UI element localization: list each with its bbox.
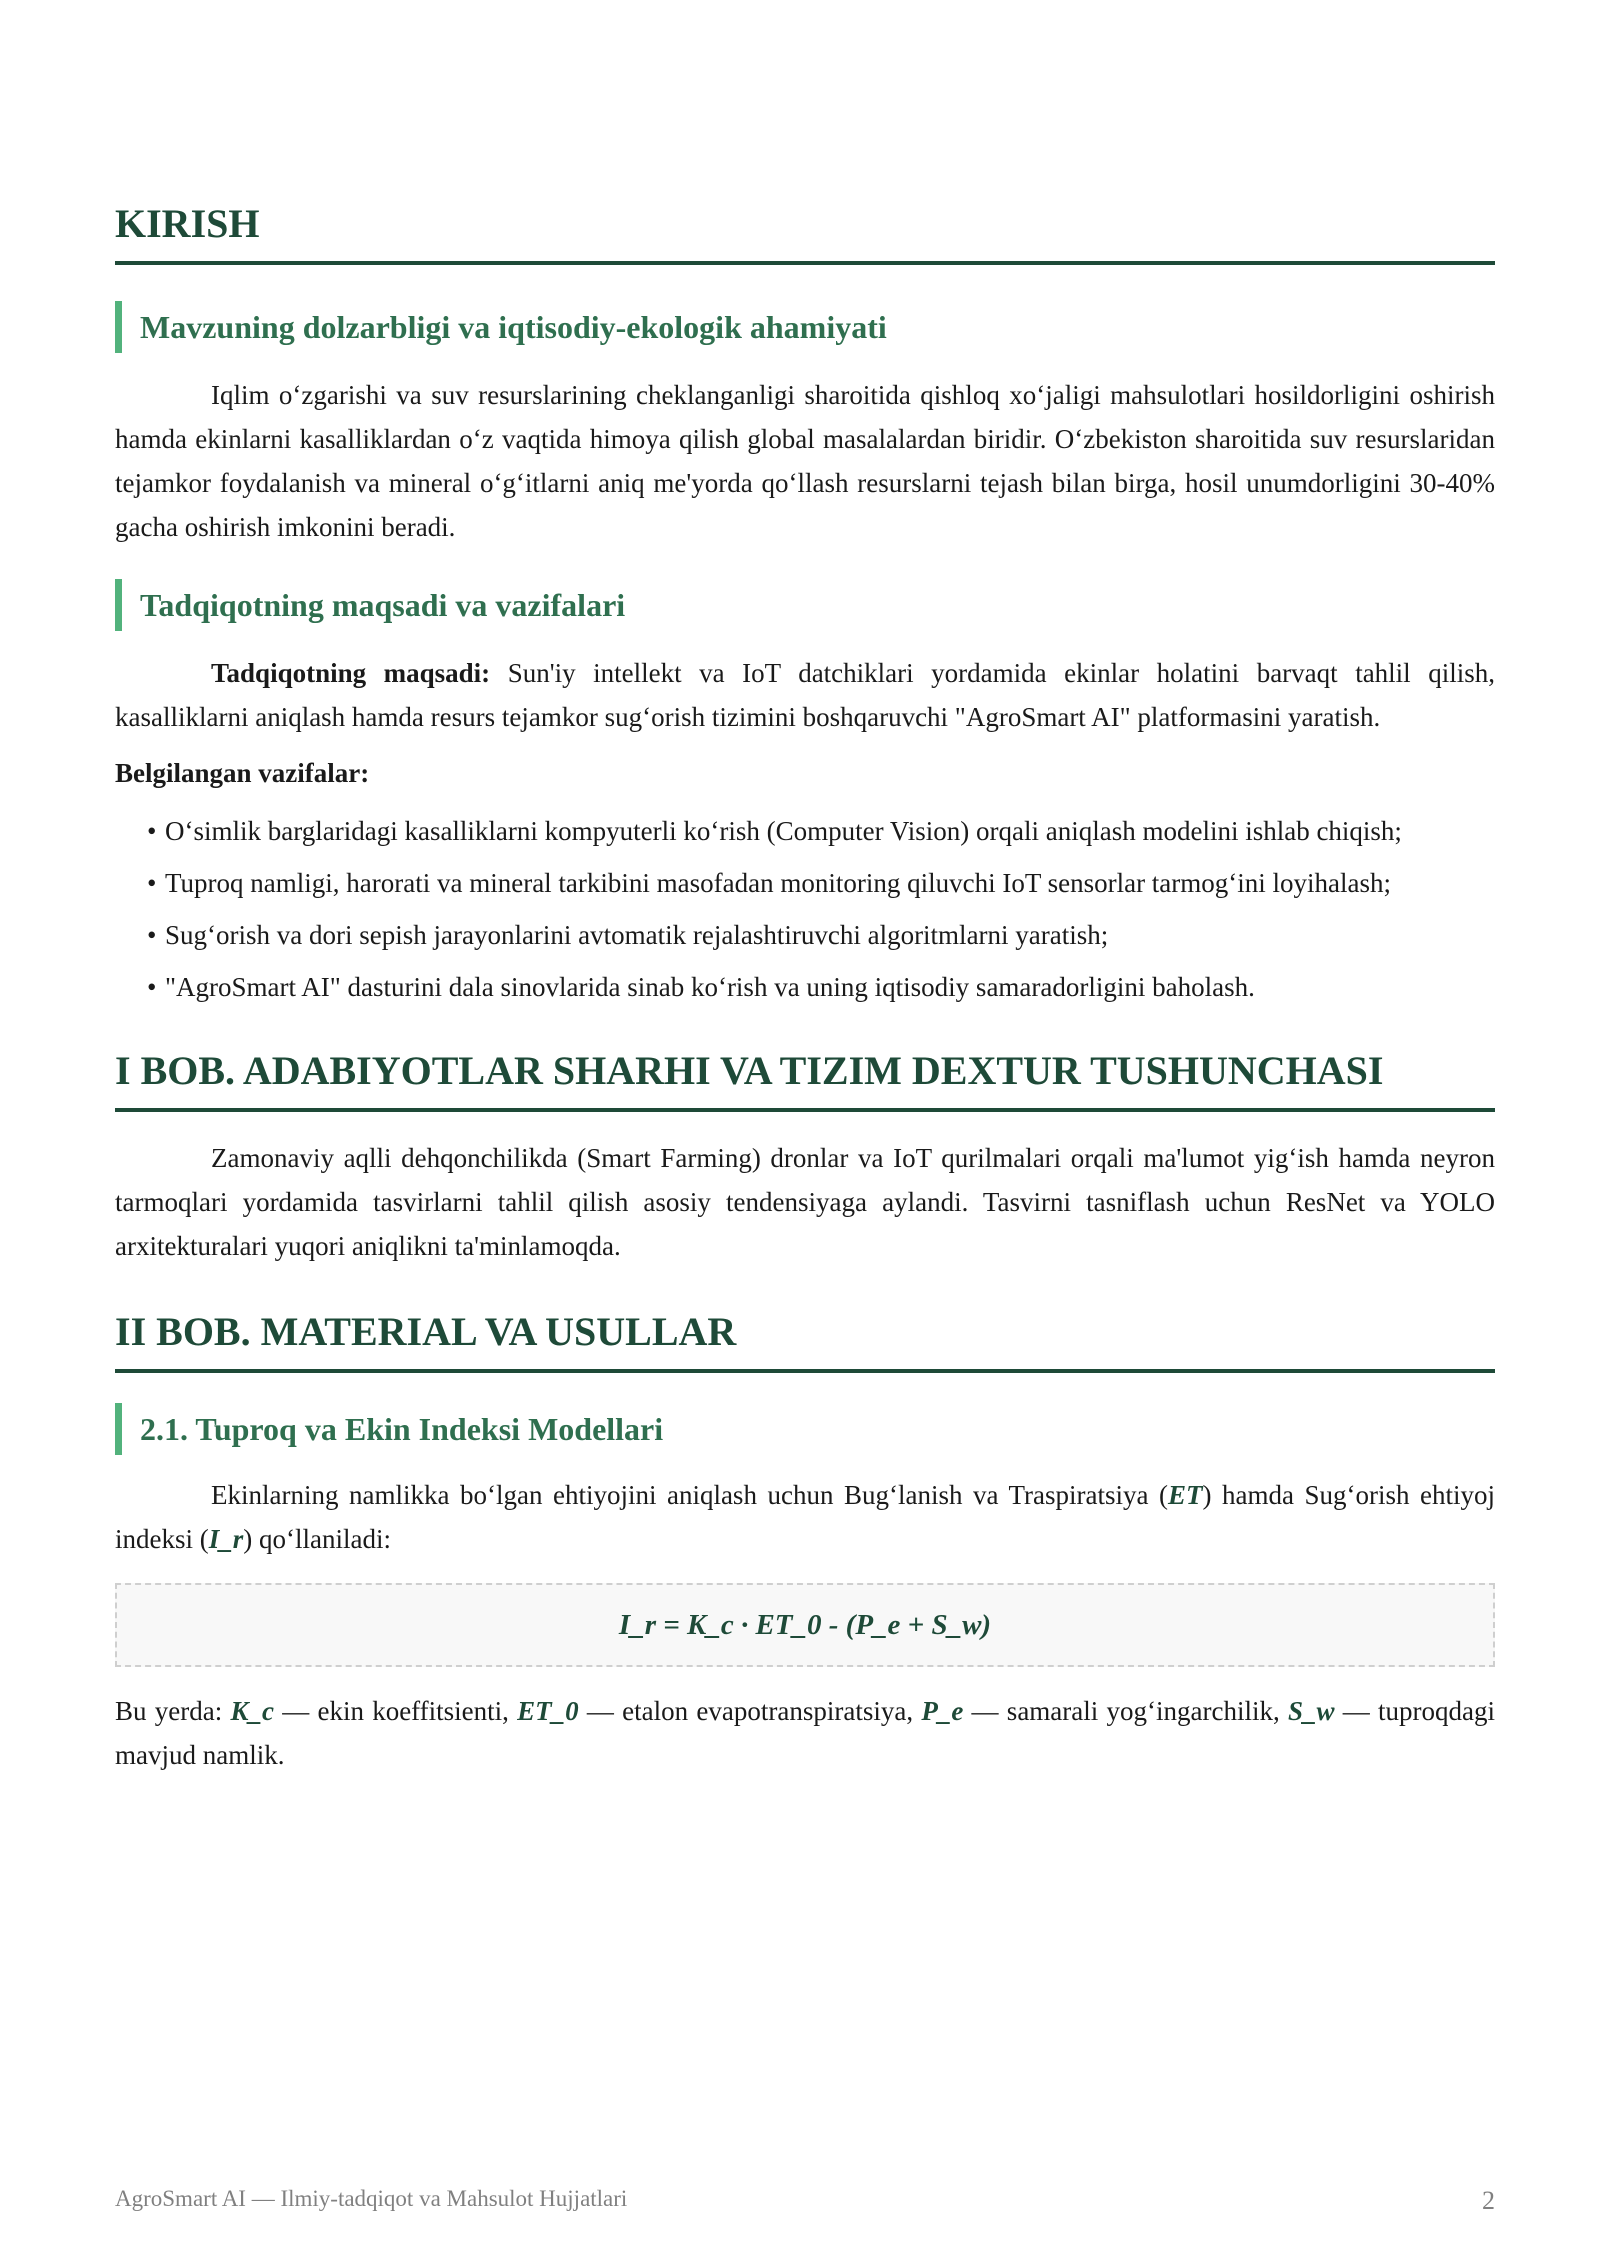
text-run: ) qo‘llaniladi: (243, 1524, 391, 1554)
goal-label: Tadqiqotning maqsadi: (211, 658, 491, 688)
section-title-models: 2.1. Tuproq va Ekin Indeksi Modellari (115, 1403, 1495, 1455)
symbol-pe: P_e (921, 1696, 964, 1726)
tasks-label: Belgilangan vazifalar: (115, 758, 370, 788)
heading-chapter-2: II BOB. MATERIAL VA USULLAR (115, 1308, 1495, 1373)
tasks-list (115, 809, 1495, 1009)
symbol-sw: S_w (1287, 1696, 1335, 1726)
symbol-kc: K_c (230, 1696, 274, 1726)
page-number: 2 (1482, 2186, 1495, 2215)
list-item: • Sug‘orish va dori sepish jarayonlarini avtomatik rejalashtiruvchi algoritmlarni yaratish; (115, 913, 1495, 957)
paragraph-definitions (115, 1689, 1495, 1777)
text-run: — etalon evapotranspiratsiya, (578, 1696, 922, 1726)
list-item: • Tuproq namligi, harorati va mineral tarkibini masofadan monitoring qiluvchi IoT sensorlar tarmog‘ini loyihalash; (115, 861, 1495, 905)
document-page (115, 200, 1495, 1777)
goal-text: Sun'iy intellekt va IoT datchiklari yordamida ekinlar holatini barvaqt tahlil qilish, kasalliklarni aniqlash hamda resurs tejamkor sug‘orish tizimini boshqaruvchi "AgroSmart AI" platformasini yaratish. (115, 658, 1495, 732)
paragraph-chapter-1: Zamonaviy aqlli dehqonchilikda (Smart Farming) dronlar va IoT qurilmalari orqali ma'lumot yig‘ish hamda neyron tarmoqlari yordamida tasvirlarni tahlil qilish asosiy tendensiyaga aylandi. Tasvirni tasniflash uchun ResNet va YOLO arxitekturalari yuqori aniqlikni ta'minlamoqda. (115, 1143, 1495, 1261)
formula: I_r = K_c · ET_0 - (P_e + S_w) (618, 1608, 992, 1641)
text-run: — samarali yog‘ingarchilik, (963, 1696, 1288, 1726)
section-title-goals: Tadqiqotning maqsadi va vazifalari (115, 579, 1495, 631)
text-run: Ekinlarning namlikka bo‘lgan ehtiyojini aniqlash uchun Bug‘lanish va Traspiratsiya ( (211, 1480, 1168, 1510)
symbol-ir: I_r (208, 1524, 244, 1554)
footer-title: AgroSmart AI — Ilmiy-tadqiqot va Mahsulot Hujjatlari (115, 2186, 628, 2211)
text-run: — tuproqdagi mavjud namlik. (115, 1696, 1495, 1770)
symbol-et: ET (1167, 1480, 1203, 1510)
formula-box (115, 1583, 1495, 1667)
list-item: • "AgroSmart AI" dasturini dala sinovlarida sinab ko‘rish va uning iqtisodiy samaradorligini baholash. (115, 965, 1495, 1009)
heading-chapter-1: I BOB. ADABIYOTLAR SHARHI VA TIZIM DEXTUR TUSHUNCHASI (115, 1047, 1495, 1112)
list-item: • O‘simlik barglaridagi kasalliklarni kompyuterli ko‘rish (Computer Vision) orqali aniqlash modelini ishlab chiqish; (115, 809, 1495, 853)
heading-kirish: KIRISH (115, 200, 1495, 265)
text-run: — ekin koeffitsienti, (273, 1696, 518, 1726)
symbol-et0: ET_0 (517, 1696, 579, 1726)
text-run: Bu yerda: (115, 1696, 231, 1726)
section-title-relevance: Mavzuning dolzarbligi va iqtisodiy-ekologik ahamiyati (115, 301, 1495, 353)
paragraph-models (115, 1473, 1495, 1561)
paragraph-relevance: Iqlim o‘zgarishi va suv resurslarining cheklanganligi sharoitida qishloq xo‘jaligi mahsulotlari hosildorligini oshirish hamda ekinlarni kasalliklardan o‘z vaqtida himoya qilish global masalalardan biridir. O‘zbekiston sharoitida suv resurslaridan tejamkor foydalanish va mineral o‘g‘itlarni aniq me'yorda qo‘llash resurslarni tejash bilan birga, hosil unumdorligini 30-40% gacha oshirish imkonini beradi. (115, 380, 1495, 542)
text-run: ) hamda Sug‘orish ehtiyoj indeksi ( (115, 1480, 1495, 1554)
page-footer (115, 2186, 1495, 2216)
paragraph-goal (115, 651, 1495, 739)
